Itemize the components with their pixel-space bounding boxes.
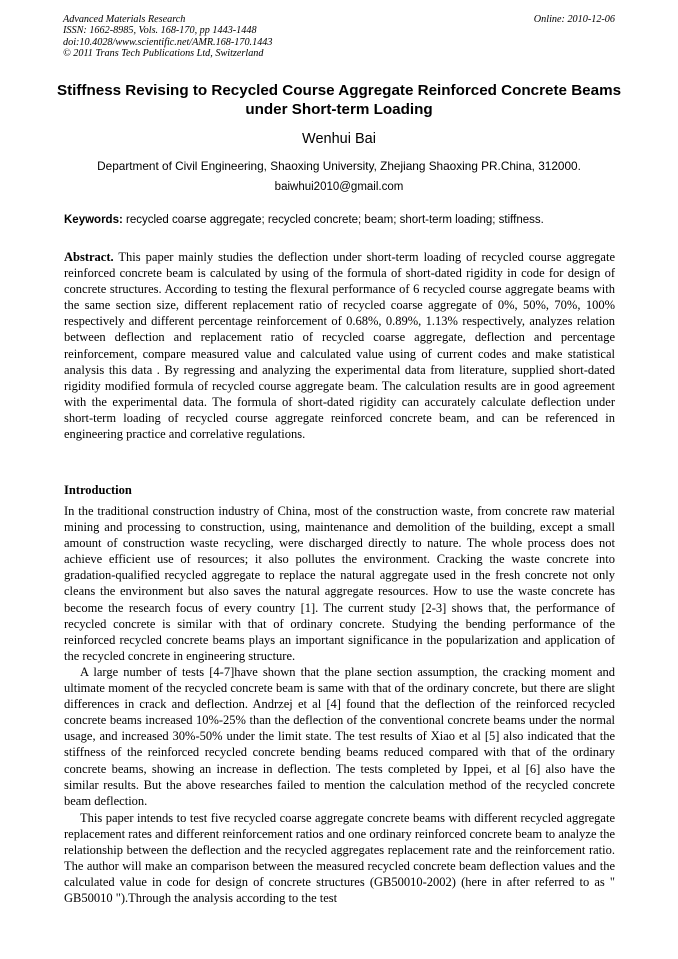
keywords-text: recycled coarse aggregate; recycled concrete; beam; short-term loading; stiffness.	[126, 214, 544, 226]
abstract-text: This paper mainly studies the deflection under short-term loading of recycled course aggregate reinforced concrete beam is calculated by using of the formula of short-dated rigidity in code for design of concrete structures. According to testing the flexural performance of 6 recycled course aggregate beams with the same section size, different replacement ratio of recycled coarse aggregate of 0%, 50%, 70%, 100% respectively and different percentage reinforcement of 0.68%, 0.89%, 1.13% respectively, analyzes relation between deflection and replacement ratio of recycled coarse aggregate, deflection and percentage reinforcement, compare measured value and calculated value using of current codes and make statistical analysis this data . By regressing and analyzing the experimental data from literature, supplied short-dated rigidity modified formula of recycled course aggregate beam. The calculation results are in good agreement with the experimental data. The formula of short-dated rigidity can accurately calculate deflection under short-term loading of recycled course aggregate reinforced concrete beam, and can be referenced in engineering practice and correlative regulations.	[64, 250, 615, 442]
paper-title: Stiffness Revising to Recycled Course Aggregate Reinforced Concrete Beams under Short-term Loading	[56, 82, 622, 118]
online-date: Online: 2010-12-06	[533, 14, 615, 25]
keywords	[64, 214, 624, 226]
journal-name: Advanced Materials Research	[63, 14, 186, 25]
author-affiliation: Department of Civil Engineering, Shaoxing University, Zhejiang Shaoxing PR.China, 312000.	[97, 159, 581, 173]
author-name: Wenhui Bai	[302, 131, 376, 147]
doi-line: doi:10.4028/www.scientific.net/AMR.168-170.1443	[63, 36, 273, 48]
intro-paragraph-2: A large number of tests [4-7]have shown that the plane section assumption, the cracking moment and ultimate moment of the recycled concrete beam is same with that of the ordinary concrete, but there are slight differences in crack and deflection. Andrzej et al [4] found that the deflection of the reinforced recycled concrete beams increased 10%-25% than the deflection of the conventional concrete beams under the normal usage, and increased 30%-50% under the limit state. The test results of Xiao et al [5] also indicated that the stiffness of the reinforced recycled concrete bending beams reduced compared with that of the ordinary concrete beams, showing an increase in deflection. The tests completed by Ippei, et al [6] also have the similar results. But the above researches failed to mention the calculation method of the recycled concrete beam deflection.	[64, 665, 615, 808]
section-heading-introduction: Introduction	[64, 483, 132, 497]
issn-line: ISSN: 1662-8985, Vols. 168-170, pp 1443-1448	[63, 25, 257, 37]
copyright-line: © 2011 Trans Tech Publications Ltd, Switzerland	[63, 47, 264, 59]
author-email: baiwhui2010@gmail.com	[274, 181, 404, 193]
intro-paragraph-1: In the traditional construction industry of China, most of the construction waste, from concrete raw material mining and processing to construction, using, maintenance and demolition of the building, except a small amount of construction waste recycling, were discharged directly to nature. The whole process does not achieve efficient use of resources; it also pollutes the environment. Cracking the waste concrete into gradation-qualified recycled aggregate to replace the natural aggregate used in the fresh concrete not only cleans the environment but also saves the natural aggregate resources. How to use the waste concrete has become the research focus of every country [1]. The current study [2-3] shows that, the performance of recycled concrete is similar with that of ordinary concrete. Studying the bending performance of the reinforced recycled concrete beams plays an important significance in the popularization and application of the recycled concrete in engineering structure.	[64, 504, 615, 663]
journal-header	[63, 14, 615, 59]
intro-paragraph-3: This paper intends to test five recycled coarse aggregate concrete beams with different recycled aggregate replacement rates and different reinforcement ratios and one ordinary reinforced concrete beam to analyze the relationship between the deflection and the recycled aggregates replacement rate and the reinforcement ratio. The author will make an comparison between the measured recycled concrete beam deflection values and the calculated value in code for design of concrete structures (GB50010-2002) (here in after referred to as " GB50010 ").Through the analysis according to the test	[64, 811, 615, 906]
abstract-label: Abstract.	[64, 250, 114, 264]
keywords-label: Keywords:	[64, 214, 123, 226]
abstract	[64, 249, 615, 442]
